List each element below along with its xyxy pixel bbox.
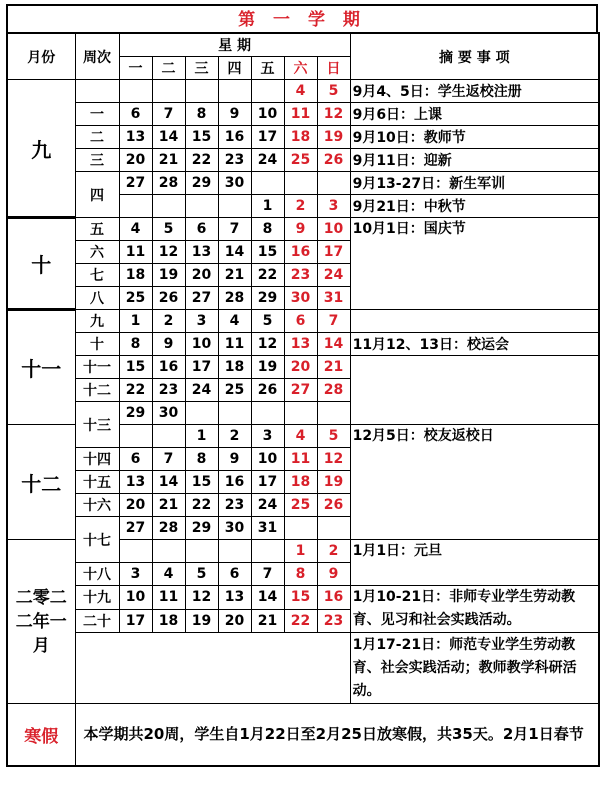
date-cell: 27: [119, 517, 152, 540]
date-cell: 9: [218, 448, 251, 471]
calendar-row: [7, 149, 599, 172]
date-cell: 17: [251, 126, 284, 149]
date-cell: [185, 195, 218, 218]
date-cell: 11: [284, 448, 317, 471]
note-cell: 9月21日：中秋节: [350, 195, 599, 218]
week-cell: 三: [75, 149, 119, 172]
week-cell: 一: [75, 103, 119, 126]
week-cell: 十一: [75, 356, 119, 379]
header-week: 周次: [75, 33, 119, 80]
date-cell: 19: [251, 356, 284, 379]
date-cell: 20: [119, 494, 152, 517]
date-cell: 22: [185, 149, 218, 172]
date-cell: 17: [185, 356, 218, 379]
date-cell: [251, 80, 284, 103]
month-cell-dec: 十二: [7, 425, 75, 540]
week-cell: 十七: [75, 517, 119, 563]
week-cell: 九: [75, 310, 119, 333]
date-cell: [284, 172, 317, 195]
date-cell: [317, 402, 350, 425]
date-cell: [251, 402, 284, 425]
date-cell: 29: [185, 172, 218, 195]
date-cell: 12: [251, 333, 284, 356]
date-cell: 6: [119, 103, 152, 126]
date-cell: 8: [185, 103, 218, 126]
date-cell: 15: [119, 356, 152, 379]
semester-title: 第 一 学 期: [6, 4, 598, 32]
date-cell: [119, 195, 152, 218]
date-cell: 23: [284, 264, 317, 287]
date-cell: 31: [317, 287, 350, 310]
note-cell: [350, 310, 599, 333]
date-cell: 21: [218, 264, 251, 287]
date-cell: 14: [317, 333, 350, 356]
date-cell: 29: [251, 287, 284, 310]
date-cell: 12: [152, 241, 185, 264]
note-cell: 10月1日：国庆节: [350, 218, 599, 310]
week-cell: 十三: [75, 402, 119, 448]
date-cell: 24: [251, 494, 284, 517]
week-cell: 二十: [75, 609, 119, 633]
date-cell: 22: [119, 379, 152, 402]
date-cell: 7: [251, 563, 284, 586]
date-cell: 11: [284, 103, 317, 126]
calendar-row: [7, 172, 599, 195]
date-cell: 23: [218, 494, 251, 517]
date-cell: 1: [185, 425, 218, 448]
date-cell: 3: [185, 310, 218, 333]
date-cell: [119, 80, 152, 103]
date-cell: 17: [251, 471, 284, 494]
date-cell: [251, 172, 284, 195]
date-cell: 8: [251, 218, 284, 241]
date-cell: 13: [284, 333, 317, 356]
date-cell: 14: [251, 586, 284, 610]
date-cell: 9: [284, 218, 317, 241]
note-cell: 1月1日：元旦: [350, 540, 599, 586]
weekday-thu: 四: [218, 57, 251, 80]
date-cell: [251, 540, 284, 563]
date-cell: 23: [152, 379, 185, 402]
date-cell: 24: [185, 379, 218, 402]
calendar-row: [7, 356, 599, 379]
date-cell: 4: [152, 563, 185, 586]
calendar-row: [7, 218, 599, 241]
blank-cell: [75, 633, 350, 704]
calendar-row: [7, 333, 599, 356]
date-cell: 8: [119, 333, 152, 356]
week-cell: 十四: [75, 448, 119, 471]
weekday-wed: 三: [185, 57, 218, 80]
date-cell: 8: [185, 448, 218, 471]
date-cell: 19: [152, 264, 185, 287]
date-cell: 10: [251, 448, 284, 471]
date-cell: [284, 517, 317, 540]
date-cell: [119, 540, 152, 563]
week-cell: 十二: [75, 379, 119, 402]
date-cell: 11: [218, 333, 251, 356]
date-cell: [152, 540, 185, 563]
date-cell: 27: [119, 172, 152, 195]
date-cell: 20: [284, 356, 317, 379]
date-cell: 19: [317, 471, 350, 494]
date-cell: [284, 402, 317, 425]
header-notes: 摘 要 事 项: [350, 33, 599, 80]
date-cell: 3: [317, 195, 350, 218]
calendar-page: [0, 4, 604, 801]
date-cell: 10: [185, 333, 218, 356]
week-cell: 十: [75, 333, 119, 356]
weekday-mon: 一: [119, 57, 152, 80]
date-cell: 17: [317, 241, 350, 264]
date-cell: 2: [218, 425, 251, 448]
date-cell: 13: [119, 471, 152, 494]
date-cell: 21: [152, 149, 185, 172]
date-cell: 2: [317, 540, 350, 563]
date-cell: 18: [284, 471, 317, 494]
date-cell: [185, 80, 218, 103]
date-cell: 6: [284, 310, 317, 333]
date-cell: 14: [218, 241, 251, 264]
date-cell: 14: [152, 126, 185, 149]
date-cell: 7: [152, 103, 185, 126]
date-cell: 6: [185, 218, 218, 241]
date-cell: 18: [218, 356, 251, 379]
date-cell: 25: [284, 494, 317, 517]
date-cell: 20: [185, 264, 218, 287]
date-cell: 5: [317, 80, 350, 103]
date-cell: [218, 195, 251, 218]
date-cell: [152, 425, 185, 448]
date-cell: 28: [218, 287, 251, 310]
date-cell: 10: [251, 103, 284, 126]
date-cell: 28: [152, 172, 185, 195]
date-cell: 13: [218, 586, 251, 610]
date-cell: 22: [185, 494, 218, 517]
date-cell: 1: [119, 310, 152, 333]
date-cell: 4: [284, 425, 317, 448]
date-cell: 30: [152, 402, 185, 425]
week-cell: 十五: [75, 471, 119, 494]
date-cell: 21: [251, 609, 284, 633]
week-cell: 二: [75, 126, 119, 149]
date-cell: 12: [317, 448, 350, 471]
month-cell-oct: 十: [7, 218, 75, 310]
date-cell: 7: [152, 448, 185, 471]
date-cell: 4: [119, 218, 152, 241]
date-cell: 1: [284, 540, 317, 563]
date-cell: [119, 425, 152, 448]
date-cell: 22: [251, 264, 284, 287]
date-cell: 22: [284, 609, 317, 633]
date-cell: [317, 517, 350, 540]
date-cell: 5: [152, 218, 185, 241]
date-cell: 9: [152, 333, 185, 356]
date-cell: 31: [251, 517, 284, 540]
date-cell: 26: [317, 494, 350, 517]
date-cell: 14: [152, 471, 185, 494]
date-cell: [152, 195, 185, 218]
date-cell: [218, 80, 251, 103]
week-cell: 十九: [75, 586, 119, 610]
week-cell-empty: [75, 80, 119, 103]
date-cell: 9: [218, 103, 251, 126]
date-cell: 29: [185, 517, 218, 540]
date-cell: [218, 402, 251, 425]
date-cell: 18: [119, 264, 152, 287]
weekday-tue: 二: [152, 57, 185, 80]
week-cell: 六: [75, 241, 119, 264]
date-cell: 4: [284, 80, 317, 103]
date-cell: 19: [317, 126, 350, 149]
date-cell: 23: [218, 149, 251, 172]
date-cell: 25: [119, 287, 152, 310]
date-cell: 27: [284, 379, 317, 402]
date-cell: 10: [317, 218, 350, 241]
date-cell: 24: [251, 149, 284, 172]
date-cell: [185, 540, 218, 563]
date-cell: 23: [317, 609, 350, 633]
date-cell: 21: [152, 494, 185, 517]
calendar-row: [7, 310, 599, 333]
calendar-row: [7, 633, 599, 704]
weekday-fri: 五: [251, 57, 284, 80]
date-cell: 4: [218, 310, 251, 333]
calendar-table: [6, 32, 600, 767]
date-cell: 3: [119, 563, 152, 586]
week-cell: 十八: [75, 563, 119, 586]
date-cell: [218, 540, 251, 563]
date-cell: 15: [185, 126, 218, 149]
date-cell: 3: [251, 425, 284, 448]
date-cell: 13: [119, 126, 152, 149]
header-weekday-group: 星 期: [119, 33, 350, 57]
date-cell: 7: [218, 218, 251, 241]
date-cell: 15: [185, 471, 218, 494]
note-cell: 9月10日：教师节: [350, 126, 599, 149]
vacation-label: 寒假: [7, 704, 75, 766]
date-cell: 25: [284, 149, 317, 172]
date-cell: 20: [218, 609, 251, 633]
date-cell: 10: [119, 586, 152, 610]
date-cell: 30: [218, 172, 251, 195]
date-cell: 7: [317, 310, 350, 333]
week-cell: 四: [75, 172, 119, 218]
date-cell: [317, 172, 350, 195]
note-cell: 1月17-21日：师范专业学生劳动教育、社会实践活动；教师教学科研活动。: [350, 633, 599, 704]
date-cell: 27: [185, 287, 218, 310]
date-cell: 5: [317, 425, 350, 448]
note-cell: 1月10-21日：非师专业学生劳动教育、见习和社会实践活动。: [350, 586, 599, 633]
date-cell: 6: [218, 563, 251, 586]
date-cell: 5: [251, 310, 284, 333]
date-cell: 19: [185, 609, 218, 633]
header-month: 月份: [7, 33, 75, 80]
date-cell: 12: [185, 586, 218, 610]
week-cell: 七: [75, 264, 119, 287]
date-cell: 15: [251, 241, 284, 264]
date-cell: 12: [317, 103, 350, 126]
date-cell: 30: [284, 287, 317, 310]
note-cell: 9月13-27日：新生军训: [350, 172, 599, 195]
note-cell: 9月6日：上课: [350, 103, 599, 126]
date-cell: 26: [317, 149, 350, 172]
date-cell: 25: [218, 379, 251, 402]
date-cell: 18: [284, 126, 317, 149]
date-cell: 16: [284, 241, 317, 264]
date-cell: 21: [317, 356, 350, 379]
date-cell: 16: [218, 471, 251, 494]
date-cell: 29: [119, 402, 152, 425]
month-cell-nov: 十一: [7, 310, 75, 425]
date-cell: 13: [185, 241, 218, 264]
date-cell: 9: [317, 563, 350, 586]
week-cell: 五: [75, 218, 119, 241]
week-cell: 八: [75, 287, 119, 310]
week-cell: 十六: [75, 494, 119, 517]
calendar-row: [7, 80, 599, 103]
date-cell: 16: [152, 356, 185, 379]
date-cell: 5: [185, 563, 218, 586]
date-cell: 2: [284, 195, 317, 218]
date-cell: 16: [218, 126, 251, 149]
month-cell-jan: 二零二二年一月: [7, 540, 75, 704]
date-cell: 6: [119, 448, 152, 471]
date-cell: 28: [317, 379, 350, 402]
date-cell: 17: [119, 609, 152, 633]
date-cell: 24: [317, 264, 350, 287]
date-cell: 18: [152, 609, 185, 633]
note-cell: 9月11日：迎新: [350, 149, 599, 172]
date-cell: 11: [152, 586, 185, 610]
note-cell: 12月5日：校友返校日: [350, 425, 599, 540]
date-cell: 1: [251, 195, 284, 218]
calendar-row: [7, 103, 599, 126]
date-cell: 8: [284, 563, 317, 586]
calendar-row: [7, 586, 599, 610]
date-cell: 16: [317, 586, 350, 610]
weekday-sun: 日: [317, 57, 350, 80]
date-cell: [185, 402, 218, 425]
date-cell: 20: [119, 149, 152, 172]
date-cell: 28: [152, 517, 185, 540]
note-cell: 11月12、13日：校运会: [350, 333, 599, 356]
date-cell: [152, 80, 185, 103]
month-cell-sep: 九: [7, 80, 75, 218]
calendar-row: [7, 126, 599, 149]
date-cell: 26: [152, 287, 185, 310]
weekday-sat: 六: [284, 57, 317, 80]
date-cell: 26: [251, 379, 284, 402]
date-cell: 11: [119, 241, 152, 264]
date-cell: 2: [152, 310, 185, 333]
date-cell: 30: [218, 517, 251, 540]
note-cell: [350, 356, 599, 425]
date-cell: 15: [284, 586, 317, 610]
note-cell: 9月4、5日：学生返校注册: [350, 80, 599, 103]
vacation-text: 本学期共20周，学生自1月22日至2月25日放寒假，共35天。2月1日春节: [75, 704, 599, 766]
